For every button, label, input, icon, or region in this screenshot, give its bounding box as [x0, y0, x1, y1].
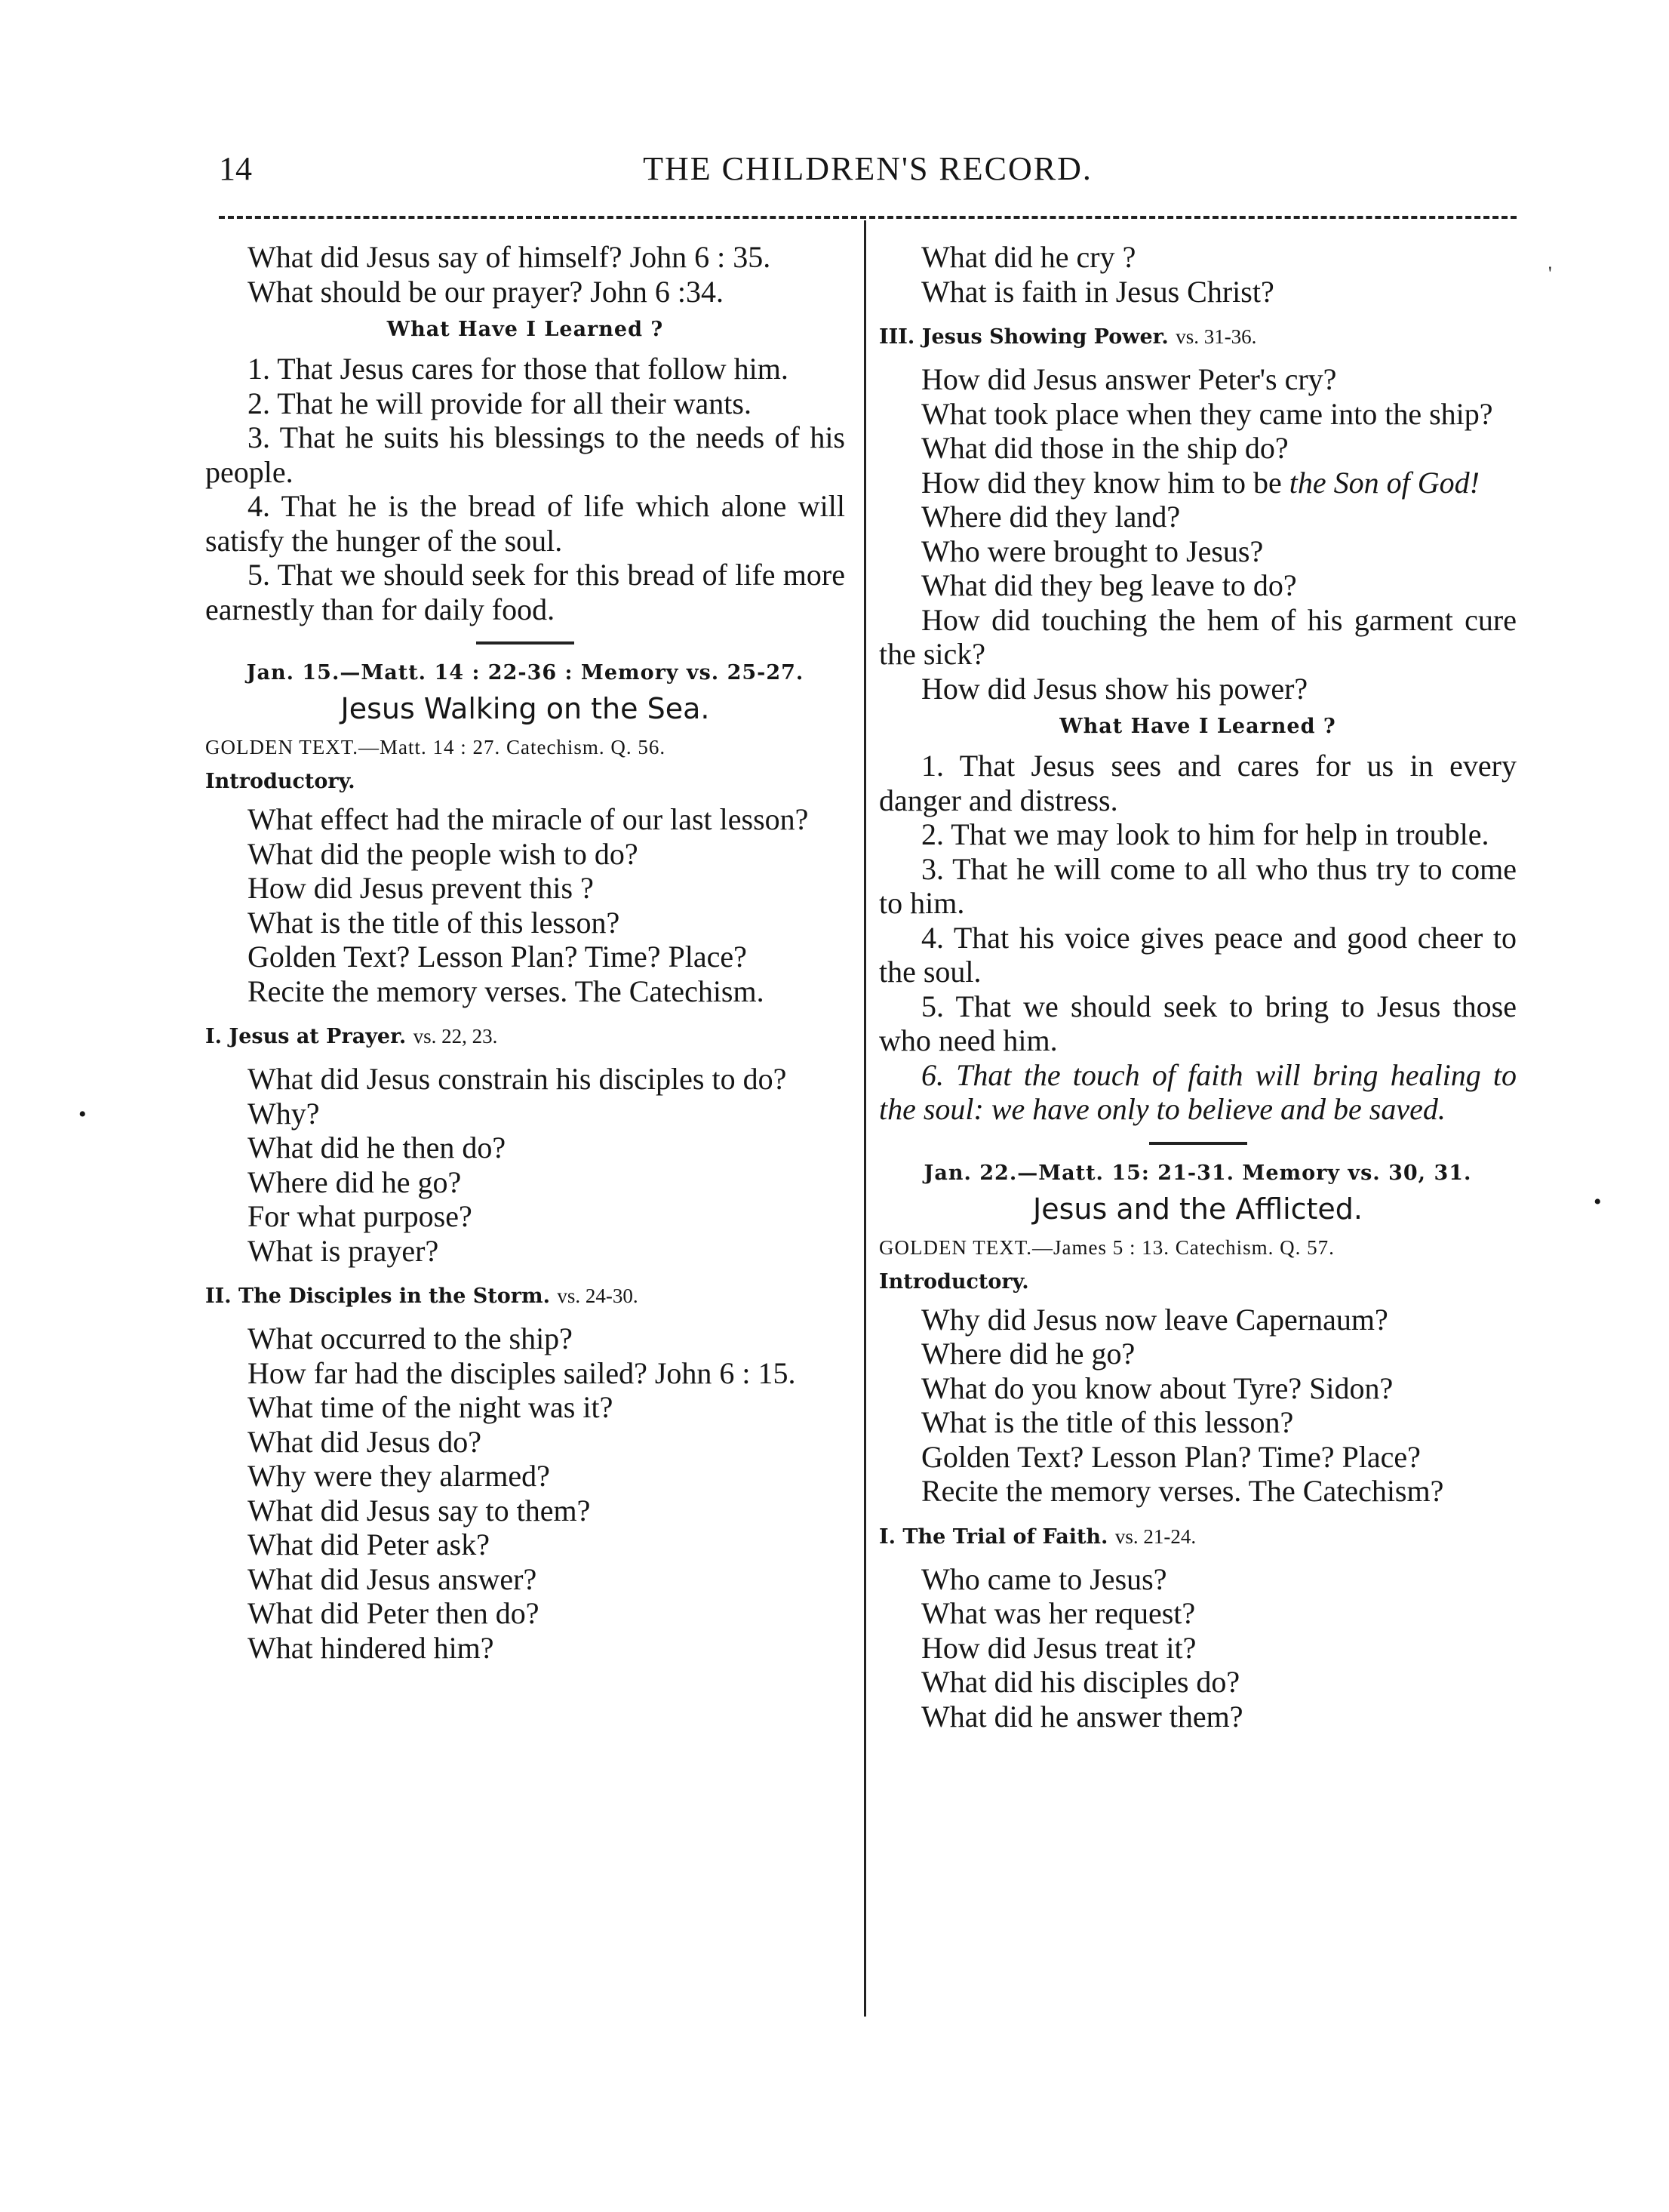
question: How did Jesus prevent this ?: [247, 871, 594, 905]
question: How far had the disciples sailed? John 6 : 15.: [247, 1355, 796, 1390]
section-divider: [1149, 1142, 1247, 1145]
learned-item: 2. That he will provide for all their wants.: [247, 386, 752, 420]
question: What did Peter ask?: [247, 1527, 490, 1561]
question: What did Jesus say of himself? John 6 : 35.: [247, 240, 771, 274]
question-emphasis: the Son of God!: [1289, 465, 1480, 500]
question: Recite the memory verses. The Catechism.: [247, 974, 764, 1008]
question: How did Jesus treat it?: [921, 1630, 1197, 1665]
learned-item: 4. That his voice gives peace and good cheer to the soul.: [879, 920, 1517, 989]
question: Why did Jesus now leave Capernaum?: [921, 1302, 1388, 1337]
question: What is prayer?: [247, 1233, 439, 1268]
question: What occurred to the ship?: [247, 1321, 573, 1355]
question-text: How did they know him to be: [921, 465, 1289, 500]
section-heading: [205, 1284, 845, 1308]
section-title: I. The Trial of Faith.: [879, 1524, 1108, 1549]
learned-item: 2. That we may look to him for help in trouble.: [921, 817, 1489, 851]
lesson-title: Jesus and the Afflicted.: [1032, 1192, 1363, 1226]
page-header: [219, 145, 1517, 205]
section-verses: vs. 31-36.: [1176, 325, 1257, 348]
learned-item: 4. That he is the bread of life which alone will satisfy the hunger of the soul.: [205, 489, 845, 558]
right-column: [879, 240, 1517, 1734]
question: Why were they alarmed?: [247, 1459, 550, 1493]
section-title: I. Jesus at Prayer.: [205, 1025, 407, 1048]
question: Who came to Jesus?: [921, 1561, 1167, 1596]
question: What is the title of this lesson?: [247, 905, 620, 940]
column-rule: [864, 220, 866, 2017]
question: Golden Text? Lesson Plan? Time? Place?: [247, 940, 747, 974]
question: What did Jesus answer?: [247, 1561, 537, 1596]
question: What effect had the miracle of our last lesson?: [247, 802, 809, 836]
question: What took place when they came into the ship?: [921, 396, 1493, 431]
learned-item: 6. That the touch of faith will bring healing to the soul: we have only to believe and be saved.: [879, 1057, 1517, 1126]
section-divider: [476, 641, 574, 645]
section-verses: vs. 22, 23.: [413, 1025, 498, 1048]
question: What did those in the ship do?: [921, 431, 1289, 465]
question: Where did they land?: [921, 500, 1181, 534]
section-heading: [879, 325, 1517, 349]
lesson-reference: Jan. 15.—Matt. 14 : 22-36 : Memory vs. 25-27.: [246, 661, 804, 685]
question: What did the people wish to do?: [247, 836, 638, 871]
question: [879, 466, 1517, 500]
question: What did he then do?: [247, 1131, 506, 1164]
question: What was her request?: [921, 1596, 1196, 1630]
golden-text: GOLDEN TEXT.—Matt. 14 : 27. Catechism. Q. 56.: [205, 736, 666, 758]
question: What did Jesus do?: [247, 1424, 481, 1459]
page-number: 14: [219, 150, 252, 187]
introductory-heading: Introductory.: [205, 770, 355, 793]
section-verses: vs. 21-24.: [1114, 1524, 1197, 1548]
introductory-heading: Introductory.: [879, 1269, 1029, 1294]
question: What is faith in Jesus Christ?: [921, 274, 1274, 309]
header-rule: [219, 216, 1517, 219]
question: For what purpose?: [247, 1199, 472, 1233]
left-column: [205, 240, 845, 1665]
section-verses: vs. 24-30.: [557, 1284, 638, 1307]
question: What did Peter then do?: [247, 1596, 539, 1630]
question: What did he cry ?: [921, 240, 1136, 274]
question: Where did he go?: [247, 1164, 462, 1199]
question: What should be our prayer? John 6 :34.: [247, 274, 724, 309]
learned-item: 1. That Jesus sees and cares for us in every danger and distress.: [879, 749, 1517, 817]
question: What did they beg leave to do?: [921, 568, 1297, 602]
learned-item: 1. That Jesus cares for those that follow him.: [247, 352, 788, 386]
learned-item: 5. That we should seek to bring to Jesus those who need him.: [879, 989, 1517, 1057]
question: What did he answer them?: [921, 1699, 1243, 1734]
section-title: III. Jesus Showing Power.: [879, 325, 1169, 349]
learned-heading: What Have I Learned ?: [1059, 715, 1336, 738]
learned-item: 3. That he will come to all who thus try to come to him.: [879, 851, 1517, 920]
question: Who were brought to Jesus?: [921, 534, 1264, 568]
question: What do you know about Tyre? Sidon?: [921, 1371, 1394, 1405]
stray-mark-right: •: [1594, 1189, 1602, 1214]
question: Where did he go?: [921, 1337, 1136, 1371]
question: What did his disciples do?: [921, 1665, 1240, 1699]
question: Golden Text? Lesson Plan? Time? Place?: [921, 1439, 1421, 1474]
question: What is the title of this lesson?: [921, 1405, 1294, 1439]
question: How did touching the hem of his garment cure the sick?: [879, 602, 1517, 671]
question: What time of the night was it?: [247, 1390, 613, 1424]
question: Why?: [247, 1096, 320, 1131]
question: What hindered him?: [247, 1630, 494, 1665]
lesson-title: Jesus Walking on the Sea.: [340, 692, 710, 725]
section-heading: [879, 1525, 1517, 1549]
golden-text: GOLDEN TEXT.—James 5 : 13. Catechism. Q. 57.: [879, 1235, 1335, 1259]
question: What did Jesus say to them?: [247, 1493, 591, 1527]
question: How did Jesus show his power?: [921, 671, 1308, 706]
learned-heading: What Have I Learned ?: [386, 318, 664, 341]
learned-item: 5. That we should seek for this bread of life more earnestly than for daily food.: [205, 558, 845, 626]
lesson-reference: Jan. 22.—Matt. 15: 21-31. Memory vs. 30, 31.: [924, 1161, 1472, 1185]
section-heading: [205, 1025, 845, 1048]
learned-item: 3. That he suits his blessings to the needs of his people.: [205, 420, 845, 489]
stray-mark-top: ': [1548, 263, 1552, 285]
running-title: THE CHILDREN'S RECORD.: [643, 150, 1093, 187]
question: How did Jesus answer Peter's cry?: [921, 362, 1337, 396]
question: What did Jesus constrain his disciples to do?: [247, 1062, 787, 1096]
question: Recite the memory verses. The Catechism?: [921, 1474, 1444, 1508]
section-title: II. The Disciples in the Storm.: [205, 1284, 550, 1308]
stray-mark-left: •: [78, 1102, 87, 1127]
